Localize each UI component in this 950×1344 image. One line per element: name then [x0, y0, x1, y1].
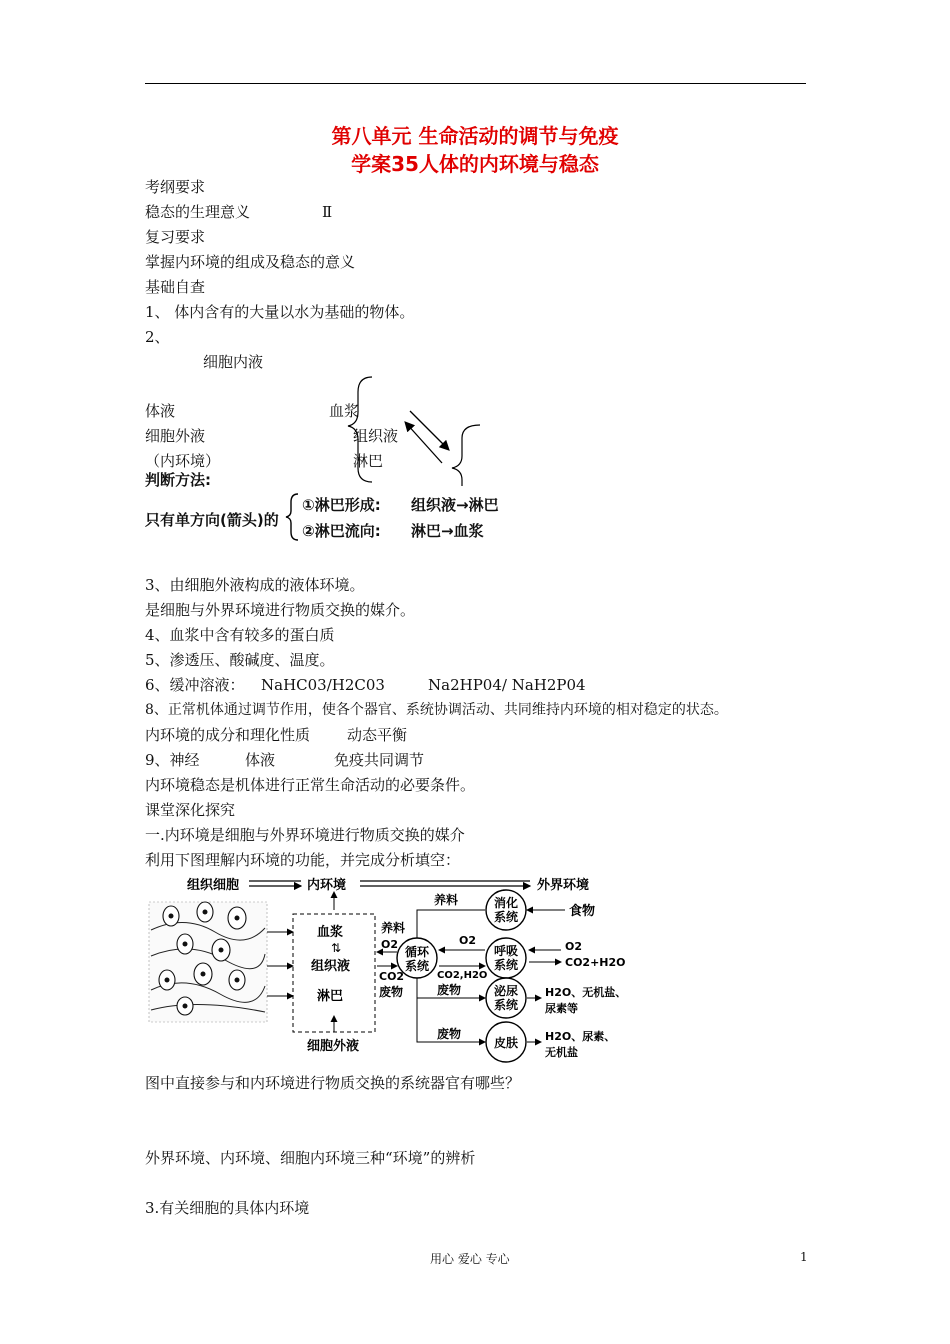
body-fluid-label: 体液 [145, 402, 176, 420]
internal-env-label: （内环境） [145, 452, 221, 470]
item-3b: 是细胞与外界环境进行物质交换的媒介。 [145, 601, 416, 619]
food-label: 食物 [569, 904, 596, 919]
question-3: 3.有关细胞的具体内环境 [145, 1199, 310, 1217]
lesson-title: 学案35人体的内环境与稳态 [351, 152, 599, 176]
co2-h2o-right-label: CO2+H2O [565, 956, 626, 969]
waste-left-label: 废物 [379, 985, 404, 999]
item-2: 2、 [145, 328, 170, 346]
circulatory-label-1: 循环 [405, 945, 430, 959]
rule2-value: 淋巴→血浆 [411, 522, 484, 540]
item-9b: 内环境稳态是机体进行正常生命活动的必要条件。 [145, 776, 476, 794]
item-4: 4、血浆中含有较多的蛋白质 [145, 626, 335, 644]
urinary-label-1: 泌尿 [494, 984, 519, 998]
skin-output-1: H2O、尿素、 [545, 1030, 616, 1043]
double-arrow-icon: ⇅ [331, 941, 342, 955]
zhangwo-text: 掌握内环境的组成及稳态的意义 [145, 253, 356, 271]
skin-output-2: 无机盐 [545, 1046, 578, 1059]
ketang-heading: 课堂深化探究 [145, 801, 236, 819]
double-arrow-icon [398, 405, 458, 470]
item-5: 5、渗透压、酸碱度、温度。 [145, 651, 335, 669]
item-8: 8、正常机体通过调节作用，使各个器官、系统协调活动、共同维持内环境的相对稳定的状态。 [145, 702, 728, 718]
rule1-value: 组织液→淋巴 [411, 496, 499, 514]
buffer-1: NaHC03/H2C03 [261, 676, 385, 694]
co2-h2o-mid-label: CO2,H2O [437, 970, 488, 981]
internal-env-label: 内环境 [307, 878, 347, 893]
judge-method-label: 判断方法: [145, 471, 211, 489]
use-figure-text: 利用下图理解内环境的功能，并完成分析填空： [145, 851, 461, 869]
question-2: 外界环境、内环境、细胞内环境三种“环境”的辨析 [145, 1149, 476, 1167]
item-8b-1: 内环境的成分和理化性质 [145, 726, 311, 744]
tissue-cell-label: 组织细胞 [187, 878, 240, 893]
item-1: 1、 体内含有的大量以水为基础的物体。 [145, 303, 415, 321]
item-3a: 3、由细胞外液构成的液体环境。 [145, 576, 365, 594]
tissue-fluid-label: 组织液 [311, 959, 351, 974]
lymph-label: 淋巴 [353, 452, 384, 470]
plasma-label: 血浆 [317, 925, 344, 940]
rule-brace [285, 492, 301, 542]
item-9-1: 9、神经 [145, 751, 200, 769]
tissue-fluid-label: 组织液 [353, 427, 399, 445]
o2-left-label: O2 [381, 938, 399, 951]
jichu-heading: 基础自查 [145, 278, 206, 296]
item-8b-2: 动态平衡 [347, 726, 408, 744]
footer-motto: 用心 爱心 专心 [430, 1252, 510, 1266]
respiratory-label-1: 呼吸 [494, 944, 519, 958]
waste-urinary-label: 废物 [437, 983, 462, 997]
nutrients-left-label: 养料 [381, 921, 406, 935]
extracellular-fluid-label: 细胞外液 [145, 427, 206, 445]
digestive-label-1: 消化 [494, 896, 519, 910]
external-env-label: 外界环境 [537, 878, 590, 893]
item-6: 6、缓冲溶液： [145, 676, 245, 694]
requirement-level: Ⅱ [322, 203, 333, 221]
plasma-label: 血浆 [329, 402, 360, 420]
urinary-output-1: H2O、无机盐、 [545, 986, 627, 999]
page-number: 1 [800, 1250, 808, 1264]
skin-label: 皮肤 [494, 1036, 519, 1050]
respiratory-label-2: 系统 [494, 958, 519, 972]
fuxi-heading: 复习要求 [145, 228, 206, 246]
header-rule [145, 83, 806, 84]
requirement-text: 稳态的生理意义 [145, 203, 251, 221]
one-way-label: 只有单方向(箭头)的 [145, 511, 279, 529]
rule2-prefix: ②淋巴流向: [302, 522, 381, 540]
o2-mid-label: O2 [459, 934, 477, 947]
buffer-2: Na2HP04/ NaH2P04 [428, 676, 586, 694]
item-9-2: 体液 [245, 751, 276, 769]
exchange-diagram [145, 870, 645, 1075]
question-1: 图中直接参与和内环境进行物质交换的系统器官有哪些？ [145, 1074, 521, 1092]
kaogang-heading: 考纲要求 [145, 178, 206, 196]
digestive-label-2: 系统 [494, 910, 519, 924]
unit-title: 第八单元 生命活动的调节与免疫 [331, 124, 619, 148]
urinary-label-2: 系统 [494, 998, 519, 1012]
rule1-prefix: ①淋巴形成: [302, 496, 381, 514]
item-9-3: 免疫共同调节 [334, 751, 425, 769]
co2-left-label: CO2 [379, 970, 405, 983]
section-1-heading: 一.内环境是细胞与外界环境进行物质交换的媒介 [145, 826, 465, 844]
waste-skin-label: 废物 [437, 1027, 462, 1041]
intracellular-fluid-label: 细胞内液 [203, 353, 264, 371]
urinary-output-2: 尿素等 [545, 1002, 578, 1015]
lymph-label: 淋巴 [317, 989, 344, 1004]
nutrients-label: 养料 [434, 893, 459, 907]
o2-right-label: O2 [565, 940, 583, 953]
circulatory-label-2: 系统 [405, 959, 430, 973]
extracellular-fluid-label: 细胞外液 [307, 1039, 360, 1054]
